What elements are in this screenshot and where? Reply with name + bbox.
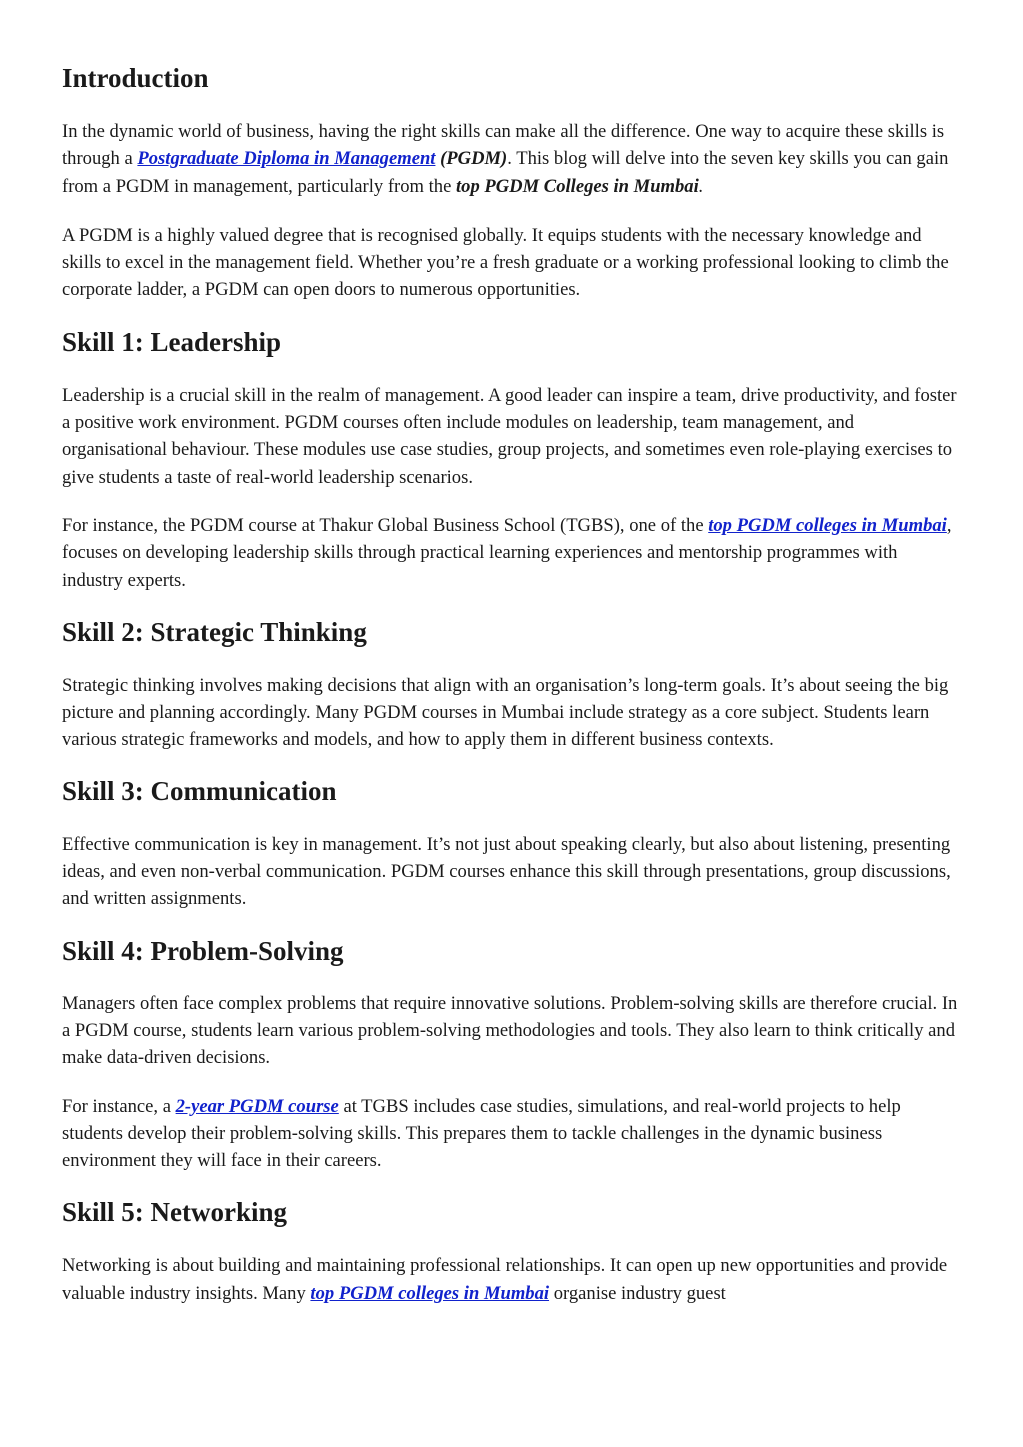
text: For instance, the PGDM course at Thakur Global Business School (TGBS), one of the xyxy=(62,514,709,536)
skill4-paragraph-1: Managers often face complex problems that require innovative solutions. Problem-solving skills are therefore crucial. In a PGDM course, students learn various problem-solving methodologies and tools. They also learn to think critically and make data-driven decisions. xyxy=(62,992,958,1069)
text: In the dynamic world of business, having the right skills can make all the difference. One way to acquire these skills is through a xyxy=(62,121,945,170)
text: organise industry guest xyxy=(549,1282,726,1304)
intro-paragraph-1 xyxy=(62,118,962,200)
text: . xyxy=(698,175,704,197)
heading-skill-3: Skill 3: Communication xyxy=(62,775,337,806)
heading-skill-4: Skill 4: Problem-Solving xyxy=(62,935,344,966)
text: at TGBS includes case studies, simulations, and real-world projects to help students develop their problem-solving skills. This prepares them to tackle challenges in the dynamic business environment they will face in their careers. xyxy=(62,1095,901,1172)
article xyxy=(62,0,962,1307)
emphasis-top-colleges: top PGDM Colleges in Mumbai xyxy=(455,175,699,197)
text: , focuses on developing leadership skills through practical learning experiences and mentorship programmes with industry experts. xyxy=(62,514,952,591)
heading-introduction: Introduction xyxy=(62,63,209,93)
heading-skill-5: Skill 5: Networking xyxy=(62,1197,288,1228)
skill1-paragraph-1: Leadership is a crucial skill in the realm of management. A good leader can inspire a team, drive productivity, and foster a positive work environment. PGDM courses often include modules on leadership, team management, and organisational behaviour. These modules use case studies, group projects, and sometimes even role-playing exercises to give students a taste of real-world leadership scenarios. xyxy=(62,384,957,488)
link-top-pgdm-colleges[interactable]: top PGDM colleges in Mumbai xyxy=(708,514,947,536)
link-2-year-pgdm[interactable]: 2-year PGDM course xyxy=(175,1095,339,1117)
link-top-pgdm-colleges-2[interactable]: top PGDM colleges in Mumbai xyxy=(310,1282,550,1304)
skill3-paragraph-1: Effective communication is key in management. It’s not just about speaking clearly, but also about listening, presenting ideas, and even non-verbal communication. PGDM courses enhance this skill through presentations, group discussions, and written assignments. xyxy=(62,833,951,910)
pgdm-abbrev: (PGDM) xyxy=(440,148,508,170)
skill2-paragraph-1: Strategic thinking involves making decisions that align with an organisation’s long-term goals. It’s about seeing the big picture and planning accordingly. Many PGDM courses in Mumbai include strategy as a core subject. Students learn various strategic frameworks and models, and how to apply them in different business contexts. xyxy=(62,674,949,751)
text: Networking is about building and maintaining professional relationships. It can open up new opportunities and provide valuable industry insights. Many xyxy=(62,1255,948,1304)
skill5-paragraph-1 xyxy=(62,1252,962,1307)
text: . This blog will delve into the seven key skills you can gain from a PGDM in management, particularly from the xyxy=(62,148,949,197)
text: For instance, a xyxy=(62,1095,176,1117)
skill4-paragraph-2 xyxy=(62,1093,962,1175)
heading-skill-2: Skill 2: Strategic Thinking xyxy=(62,616,367,647)
heading-skill-1: Skill 1: Leadership xyxy=(62,326,282,357)
link-postgraduate-diploma[interactable]: Postgraduate Diploma in Management xyxy=(137,148,436,170)
intro-paragraph-2: A PGDM is a highly valued degree that is recognised globally. It equips students with the necessary knowledge and skills to excel in the management field. Whether you’re a fresh graduate or a working professional looking to climb the corporate ladder, a PGDM can open doors to numerous opportunities. xyxy=(62,224,949,301)
skill1-paragraph-2 xyxy=(62,512,962,594)
